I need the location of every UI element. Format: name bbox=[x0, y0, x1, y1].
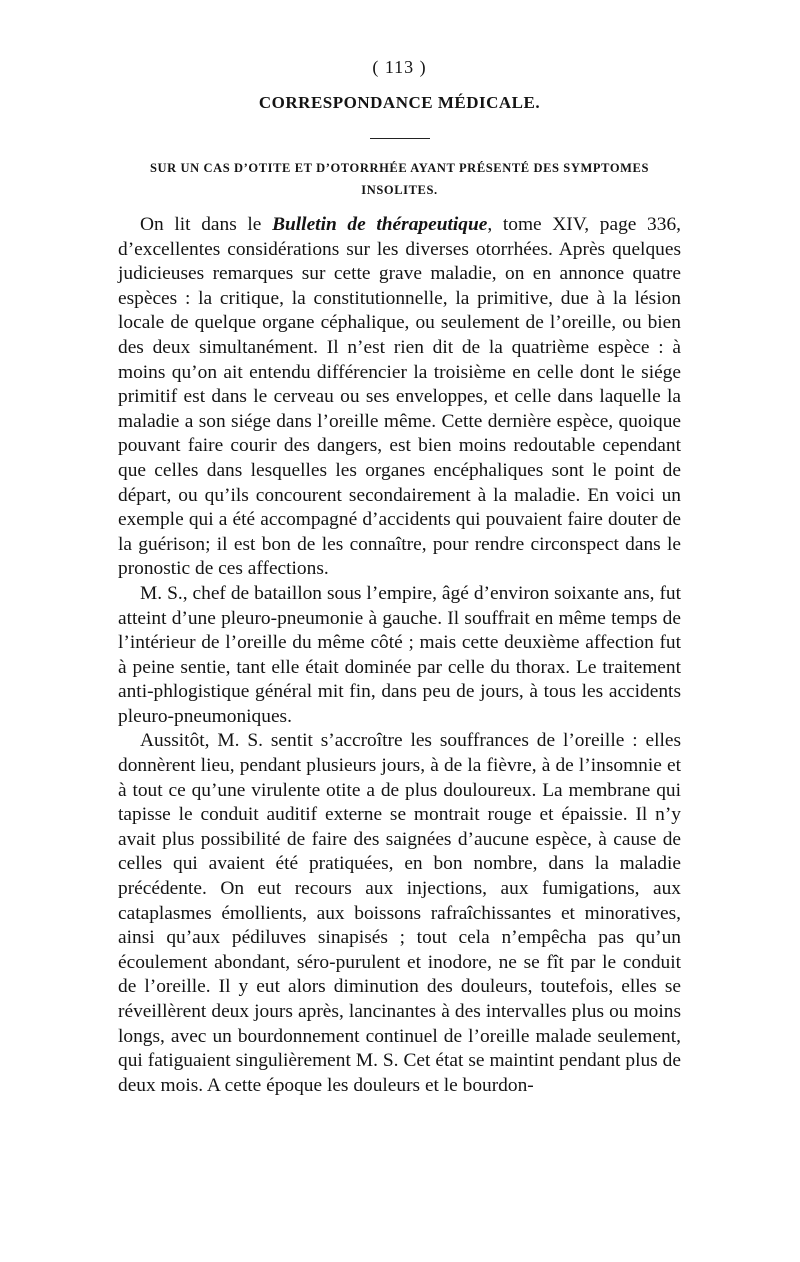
section-title: CORRESPONDANCE MÉDICALE. bbox=[258, 93, 541, 112]
book-page bbox=[118, 56, 681, 1098]
paragraph-1-body: , tome XIV, page 336, d’excellentes considérations sur les diverses otorrhées. Après quelques judicieuses remarques sur cette grave maladie, on en annonce quatre espèces : la critique, la constitutionnelle, la primitive, due à la lésion locale de quelque organe céphalique, ou seulement de l’oreille, ou bien des deux simultanément. Il n’est rien dit de la quatrième espèce : à moins qu’on ait entendu différencier la troisième en celle dont le siége primitif est dans le cerveau ou ses enveloppes, et celle dans laquelle la maladie a son siége dans l’oreille même. Cette dernière espèce, quoique pouvant faire courir des dangers, est bien moins redoutable cependant que celles dans lesquelles les organes encéphaliques sont le point de départ, ou qu’ils concourent secondairement à la maladie. En voici un exemple qui a été accompagné d’accidents qui pouvaient faire douter de la guérison; il est bon de les connaître, pour rendre circonspect dans le pronostic de ces affections. bbox=[118, 214, 681, 580]
journal-title: Bulletin de thérapeutique bbox=[272, 214, 488, 235]
paragraph-2: M. S., chef de bataillon sous l’empire, âgé d’environ soixante ans, fut atteint d’une pleuro-pneumonie à gauche. Il souffrait en même temps de l’intérieur de l’oreille du même côté ; mais cette deuxième affection fut à peine sentie, tant elle était dominée par celle du thorax. Le traitement anti-phlogistique général mit fin, dans peu de jours, à tous les accidents pleuro-pneumoniques. bbox=[118, 582, 681, 727]
paragraph-1-lead: On lit dans le bbox=[140, 214, 273, 235]
article-title: SUR UN CAS D’OTITE ET D’OTORRHÉE AYANT PRÉSENTÉ DES SYMPTOMES INSOLITES. bbox=[149, 161, 650, 197]
page-number: ( 113 ) bbox=[372, 57, 427, 77]
paragraph-1 bbox=[118, 213, 681, 582]
paragraph-3: Aussitôt, M. S. sentit s’accroître les souffrances de l’oreille : elles donnèrent lieu, pendant plusieurs jours, à de la fièvre, à de l’insomnie et à tout ce qu’une virulente otite a de plus douloureux. La membrane qui tapisse le conduit auditif externe se montrait rouge et épaissie. Il n’y avait plus possibilité de faire des saignées d’aucune espèce, à cause de celles qui avaient été pratiquées, en bon nombre, dans la maladie précédente. On eut recours aux injections, aux fumigations, aux cataplasmes émollients, aux boissons rafraîchissantes et minoratives, ainsi qu’aux pédiluves sinapisés ; tout cela n’empêcha pas qu’un écoulement abondant, séro-purulent et inodore, ne se fît par le conduit de l’oreille. Il y eut alors diminution des douleurs, toutefois, elles se réveillèrent deux jours après, lancinantes à des intervalles plus ou moins longs, avec un bourdonnement continuel de l’oreille malade seulement, qui fatiguaient singulièrement M. S. Cet état se maintint pendant plus de deux mois. A cette époque les douleurs et le bourdon- bbox=[118, 730, 681, 1096]
title-divider bbox=[370, 138, 430, 139]
